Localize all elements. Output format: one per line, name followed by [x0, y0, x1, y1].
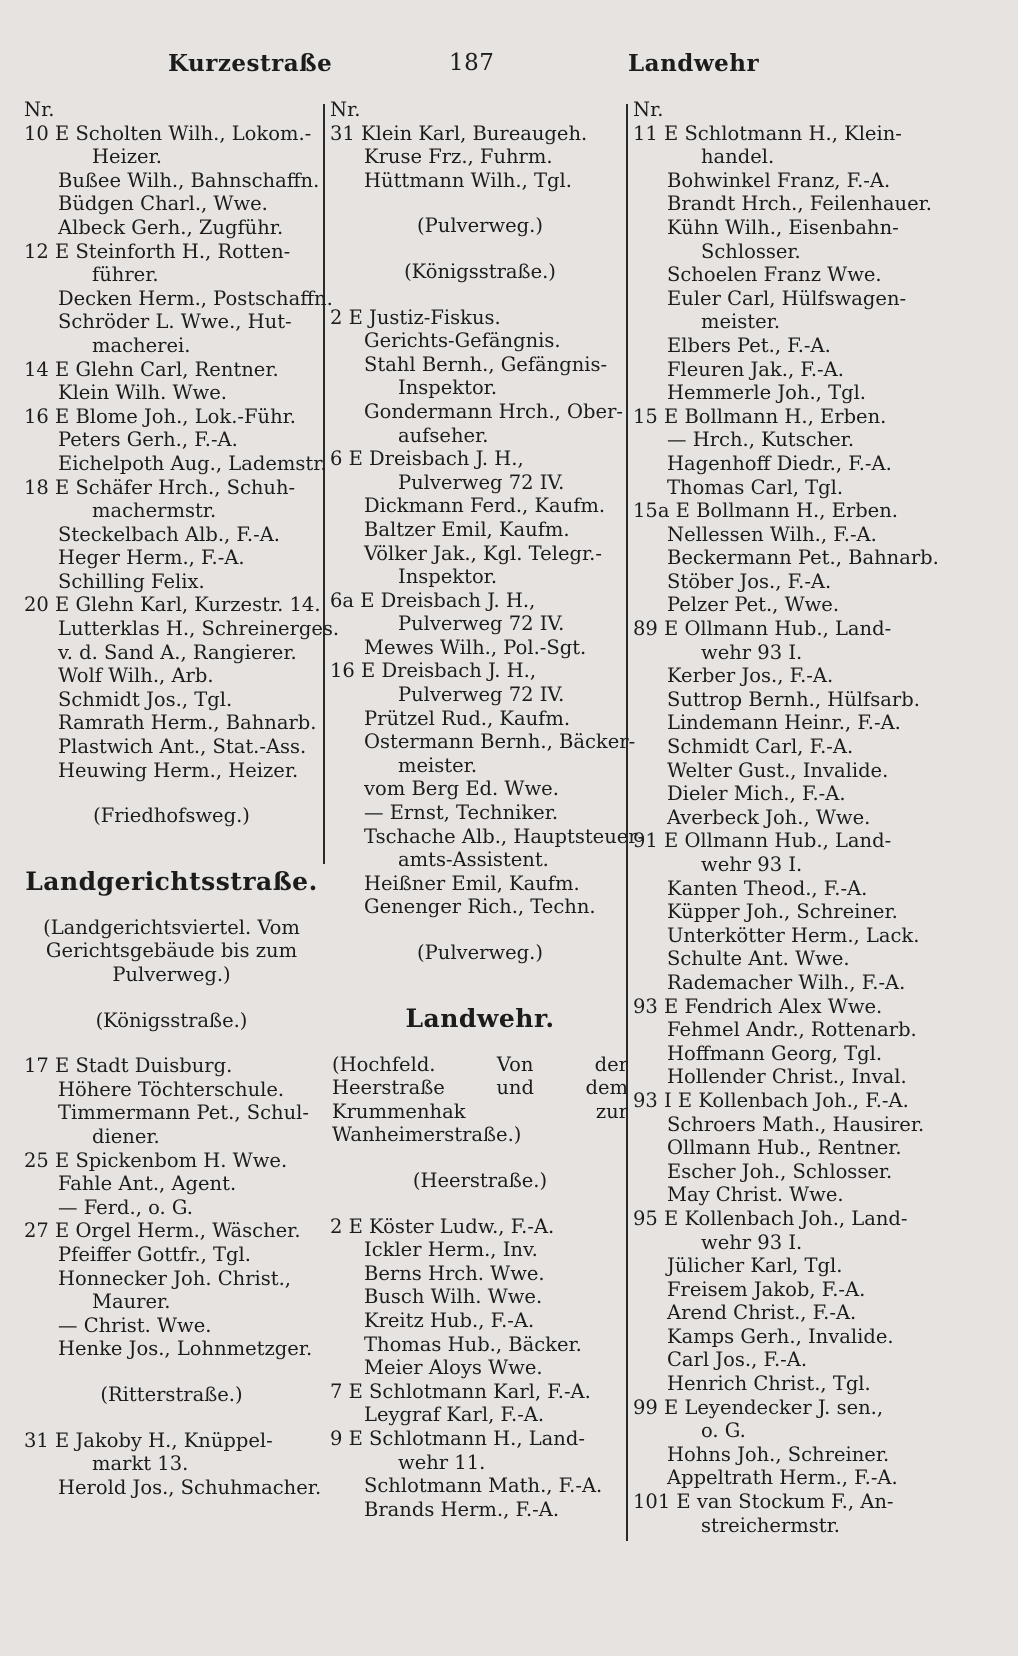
directory-entry — [330, 1403, 630, 1427]
directory-entry — [24, 1078, 319, 1102]
entry-continuation: Pulverweg 72 IV. — [398, 683, 565, 707]
entry-line: Peters Gerh., F.-A. — [58, 428, 238, 452]
entry-line: — Christ. Wwe. — [58, 1313, 212, 1337]
directory-entry — [330, 777, 630, 801]
entry-line: Hagenhoff Diedr., F.-A. — [667, 451, 892, 475]
entry-continuation: Inspektor. — [398, 376, 498, 400]
directory-entry — [633, 1113, 933, 1137]
entry-continuation: handel. — [701, 145, 775, 169]
kurzestrasse-continued-list — [330, 122, 630, 193]
entry-line: 95 E Kollenbach Joh., Land- — [633, 1206, 908, 1230]
entry-line: Thomas Hub., Bäcker. — [364, 1332, 582, 1356]
entry-continuation: wehr 93 I. — [701, 853, 803, 876]
directory-entry — [24, 310, 319, 357]
directory-entry — [633, 169, 933, 193]
entry-line: 31 Klein Karl, Bureaugeh. — [330, 121, 588, 145]
entry-continuation: meister. — [701, 310, 781, 334]
kurzestrasse-list — [24, 121, 340, 783]
directory-entry — [633, 664, 933, 688]
column-2 — [330, 98, 645, 1521]
directory-entry — [330, 518, 630, 542]
column-3 — [633, 98, 939, 1537]
directory-entry — [24, 735, 319, 759]
directory-entry — [24, 664, 319, 688]
directory-entry — [330, 1474, 630, 1498]
entry-line: v. d. Sand A., Rangierer. — [58, 640, 297, 664]
directory-entry — [633, 924, 933, 948]
directory-entry — [633, 1443, 933, 1467]
landwehr-note: (Hochfeld. Von der Heerstraße und dem Krummenhak zur Wanheimerstraße.) — [332, 1052, 628, 1147]
entry-line: Heger Herm., F.-A. — [58, 546, 245, 570]
entry-line: 15 E Bollmann H., Erben. — [633, 404, 887, 428]
directory-entry — [24, 617, 340, 641]
landwehr-list — [330, 1215, 630, 1522]
directory-entry — [24, 1054, 319, 1078]
entry-line: 89 E Ollmann Hub., Land- — [633, 617, 892, 641]
entry-line: Küpper Joh., Schreiner. — [667, 900, 898, 924]
entry-line: Pelzer Pet., Wwe. — [667, 593, 840, 617]
koenigsstrasse-subheading: (Königsstraße.) — [95, 1008, 248, 1032]
directory-entry — [633, 452, 933, 476]
entry-line: 93 I E Kollenbach Joh., F.-A. — [633, 1088, 909, 1112]
directory-entry — [330, 1333, 630, 1357]
directory-entry — [330, 872, 630, 896]
directory-entry — [633, 995, 933, 1019]
entry-line: Lutterklas H., Schreinerges. — [58, 617, 340, 641]
ritterstrasse-list — [24, 1428, 322, 1500]
entry-line: 16 E Dreisbach J. H., — [330, 659, 537, 683]
directory-entry — [633, 122, 933, 169]
entry-line: Hemmerle Joh., Tgl. — [667, 381, 866, 405]
directory-entry — [24, 1475, 322, 1500]
entry-line: Hüttmann Wilh., Tgl. — [364, 168, 572, 192]
entry-line: Baltzer Emil, Kaufm. — [364, 517, 570, 541]
directory-entry — [633, 829, 933, 876]
directory-entry — [330, 636, 630, 660]
entry-line: Prützel Rud., Kaufm. — [364, 706, 571, 730]
entry-line: Thomas Carl, Tgl. — [667, 475, 844, 499]
friedhofsweg-subheading: (Friedhofsweg.) — [93, 804, 250, 828]
directory-entry — [633, 334, 933, 358]
running-head-right: Landwehr — [628, 50, 760, 77]
entry-line: 17 E Stadt Duisburg. — [24, 1054, 233, 1078]
directory-entry — [24, 240, 319, 287]
directory-entry — [330, 122, 630, 146]
entry-line: Wolf Wilh., Arb. — [58, 664, 214, 688]
running-head-left: Kurzestraße — [168, 50, 333, 77]
directory-entry — [330, 1238, 630, 1262]
directory-entry — [24, 593, 319, 617]
directory-entry — [330, 707, 630, 731]
entry-line: Unterkötter Herm., Lack. — [667, 923, 920, 947]
entry-line: 91 E Ollmann Hub., Land- — [633, 829, 892, 853]
entry-line: Henke Jos., Lohnmetzger. — [58, 1337, 313, 1361]
directory-entry — [633, 1301, 933, 1325]
entry-line: Timmermann Pet., Schul- — [58, 1101, 309, 1125]
directory-entry — [24, 1101, 319, 1148]
entry-line: Ramrath Herm., Bahnarb. — [58, 711, 317, 735]
entry-line: 9 E Schlotmann H., Land- — [330, 1426, 585, 1450]
entry-line: 2 E Justiz-Fiskus. — [330, 305, 501, 329]
directory-entry — [633, 1254, 933, 1278]
directory-entry — [24, 1172, 319, 1196]
heerstrasse-subheading: (Heerstraße.) — [412, 1168, 548, 1192]
entry-line: Ostermann Bernh., Bäcker- — [364, 730, 636, 754]
entry-line: Appeltrath Herm., F.-A. — [667, 1466, 898, 1490]
entry-continuation: streichermstr. — [701, 1513, 840, 1537]
directory-entry — [330, 1309, 630, 1333]
entry-line: Tschache Alb., Hauptsteuer- — [364, 824, 645, 848]
directory-entry — [633, 1089, 933, 1113]
entry-continuation: Pulverweg 72 IV. — [398, 612, 565, 636]
directory-entry — [633, 593, 933, 617]
landgerichtsstrasse-note: (Landgerichtsviertel. Vom Gerichtsgebäude bis zum Pulverweg.) — [43, 915, 300, 986]
directory-entry — [633, 1372, 933, 1396]
entry-line: Ickler Herm., Inv. — [364, 1238, 538, 1262]
entry-line: Eichelpoth Aug., Lademstr. — [58, 451, 327, 475]
entry-line: Suttrop Bernh., Hülfsarb. — [667, 687, 920, 711]
entry-line: Schlotmann Math., F.-A. — [364, 1474, 603, 1498]
entry-line: Genenger Rich., Techn. — [364, 895, 596, 919]
entry-line: Albeck Gerh., Zugführ. — [58, 215, 284, 239]
directory-entry — [633, 1183, 933, 1207]
directory-entry — [330, 1285, 630, 1309]
entry-line: Schröder L. Wwe., Hut- — [58, 310, 292, 334]
directory-entry — [330, 542, 630, 589]
entry-continuation: meister. — [398, 753, 478, 777]
directory-entry — [24, 688, 319, 712]
entry-line: Mewes Wilh., Pol.-Sgt. — [364, 635, 587, 659]
entry-line: Ollmann Hub., Rentner. — [667, 1136, 902, 1160]
entry-line: — Ernst, Techniker. — [364, 801, 559, 825]
entry-continuation: aufseher. — [398, 423, 489, 447]
directory-entry — [24, 1314, 319, 1338]
directory-entry — [330, 801, 630, 825]
directory-entry — [24, 1267, 319, 1314]
nr-heading: Nr. — [330, 98, 361, 121]
directory-entry — [633, 900, 933, 924]
entry-line: 20 E Glehn Karl, Kurzestr. 14. — [24, 593, 321, 617]
directory-entry — [24, 1429, 319, 1476]
entry-line: Honnecker Joh. Christ., — [58, 1266, 291, 1290]
directory-entry — [330, 589, 630, 636]
directory-entry — [330, 895, 630, 919]
directory-entry — [330, 730, 636, 777]
entry-line: Elbers Pet., F.-A. — [667, 333, 831, 357]
entry-line: 101 E van Stockum F., An- — [633, 1490, 894, 1514]
entry-line: Pfeiffer Gottfr., Tgl. — [58, 1242, 251, 1266]
directory-entry — [633, 1065, 933, 1089]
entry-line: Höhere Töchterschule. — [58, 1077, 285, 1101]
entry-line: Bußee Wilh., Bahnschaffn. — [58, 168, 320, 192]
entry-line: Dickmann Ferd., Kaufm. — [364, 494, 606, 518]
directory-entry — [633, 405, 933, 429]
entry-line: Heuwing Herm., Heizer. — [58, 758, 299, 782]
directory-entry — [24, 711, 319, 735]
directory-entry — [330, 824, 645, 872]
entry-line: Heißner Emil, Kaufm. — [364, 871, 580, 895]
entry-line: Jülicher Karl, Tgl. — [667, 1254, 843, 1278]
directory-entry — [330, 1356, 630, 1380]
landgerichtsstrasse-title: Landgerichtsstraße. — [25, 866, 318, 896]
entry-line: 6a E Dreisbach J. H., — [330, 588, 536, 612]
directory-entry — [633, 381, 933, 405]
entry-line: 16 E Blome Joh., Lok.-Führ. — [24, 404, 297, 428]
entry-line: — Ferd., o. G. — [58, 1195, 193, 1219]
entry-line: 14 E Glehn Carl, Rentner. — [24, 357, 279, 381]
entry-line: 15a E Bollmann H., Erben. — [633, 499, 898, 523]
entry-line: Kerber Jos., F.-A. — [667, 664, 834, 688]
directory-entry — [24, 1243, 319, 1267]
entry-line: 18 E Schäfer Hrch., Schuh- — [24, 475, 296, 499]
directory-entry — [330, 1498, 630, 1522]
directory-entry — [24, 1337, 319, 1361]
directory-entry — [330, 659, 630, 706]
column-divider-1 — [323, 104, 325, 864]
directory-entry — [24, 192, 319, 216]
directory-entry — [24, 1149, 319, 1173]
entry-continuation: wehr 11. — [398, 1450, 486, 1474]
directory-entry — [24, 759, 319, 783]
entry-continuation: Heizer. — [92, 145, 162, 169]
entry-line: Fleuren Jak., F.-A. — [667, 357, 844, 381]
entry-line: Schroers Math., Hausirer. — [667, 1112, 925, 1136]
directory-entry — [633, 1396, 933, 1443]
ritterstrasse-subheading: (Ritterstraße.) — [100, 1382, 243, 1406]
nr-heading: Nr. — [24, 98, 55, 121]
directory-entry — [633, 1466, 933, 1490]
directory-entry — [330, 400, 630, 447]
directory-entry — [24, 570, 319, 594]
directory-entry — [633, 287, 933, 334]
directory-entry — [633, 782, 933, 806]
entry-line: Lindemann Heinr., F.-A. — [667, 711, 901, 735]
entry-line: Schulte Ant. Wwe. — [667, 947, 850, 971]
entry-continuation: diener. — [92, 1124, 160, 1148]
entry-line: Fahle Ant., Agent. — [58, 1172, 237, 1196]
directory-entry — [330, 169, 630, 193]
directory-entry — [633, 1490, 933, 1537]
directory-entry — [633, 735, 933, 759]
directory-entry — [633, 523, 933, 547]
entry-line: 11 E Schlotmann H., Klein- — [633, 121, 902, 145]
directory-entry — [633, 1042, 933, 1066]
directory-entry — [633, 476, 933, 500]
directory-entry — [633, 947, 933, 971]
entry-line: Rademacher Wilh., F.-A. — [667, 970, 906, 994]
page-number: 187 — [449, 50, 495, 76]
entry-continuation: o. G. — [701, 1419, 746, 1443]
directory-entry — [633, 617, 933, 664]
entry-line: 99 E Leyendecker J. sen., — [633, 1395, 884, 1419]
entry-line: vom Berg Ed. Wwe. — [364, 777, 559, 801]
entry-line: Freisem Jakob, F.-A. — [667, 1277, 866, 1301]
directory-entry — [330, 353, 630, 400]
entry-continuation: machermstr. — [92, 499, 217, 523]
entry-continuation: Inspektor. — [398, 565, 498, 589]
entry-line: Averbeck Joh., Wwe. — [667, 805, 871, 829]
entry-continuation: führer. — [92, 263, 159, 287]
entry-line: Völker Jak., Kgl. Telegr.- — [364, 541, 602, 565]
entry-line: Schoelen Franz Wwe. — [667, 263, 882, 287]
pulverweg-subheading-2: (Pulverweg.) — [417, 941, 543, 964]
page-header — [0, 50, 1018, 90]
entry-line: Klein Wilh. Wwe. — [58, 381, 227, 405]
entry-line: Fehmel Andr., Rottenarb. — [667, 1018, 917, 1042]
entry-line: Dieler Mich., F.-A. — [667, 782, 846, 806]
directory-entry — [633, 1207, 933, 1254]
directory-entry — [24, 546, 319, 570]
directory-entry — [24, 428, 319, 452]
entry-line: Kruse Frz., Fuhrm. — [364, 145, 553, 169]
entry-line: Leygraf Karl, F.-A. — [364, 1403, 545, 1427]
entry-line: Schmidt Carl, F.-A. — [667, 735, 854, 759]
directory-entry — [633, 971, 933, 995]
directory-entry — [24, 1219, 319, 1243]
entry-line: Berns Hrch. Wwe. — [364, 1261, 545, 1285]
entry-continuation: markt 13. — [92, 1452, 189, 1476]
entry-line: 27 E Orgel Herm., Wäscher. — [24, 1219, 301, 1243]
directory-entry — [633, 546, 939, 570]
entry-line: Busch Wilh. Wwe. — [364, 1285, 543, 1309]
entry-line: Escher Joh., Schlosser. — [667, 1159, 893, 1183]
directory-entry — [633, 711, 933, 735]
entry-line: Gerichts-Gefängnis. — [364, 329, 561, 353]
directory-entry — [24, 451, 327, 476]
directory-entry — [24, 476, 319, 523]
entry-line: Arend Christ., F.-A. — [667, 1301, 857, 1325]
entry-line: Kreitz Hub., F.-A. — [364, 1308, 535, 1332]
directory-entry — [633, 570, 933, 594]
directory-entry — [633, 192, 933, 216]
entry-line: Kanten Theod., F.-A. — [667, 876, 868, 900]
entry-line: Kühn Wilh., Eisenbahn- — [667, 215, 899, 239]
entry-line: 31 E Jakoby H., Knüppel- — [24, 1428, 273, 1452]
directory-entry — [330, 1380, 630, 1404]
entry-continuation: Schlosser. — [701, 239, 801, 263]
directory-entry — [633, 806, 933, 830]
entry-line: 10 E Scholten Wilh., Lokom.- — [24, 121, 312, 145]
landgerichtsstrasse-list — [24, 1054, 319, 1361]
entry-line: Bohwinkel Franz, F.-A. — [667, 168, 891, 192]
directory-entry — [633, 1325, 933, 1349]
entry-line: Henrich Christ., Tgl. — [667, 1372, 871, 1396]
directory-entry — [330, 1427, 630, 1474]
directory-entry — [633, 358, 933, 382]
entry-line: Stahl Bernh., Gefängnis- — [364, 352, 608, 376]
entry-line: Schmidt Jos., Tgl. — [58, 687, 233, 711]
nr-heading: Nr. — [633, 98, 664, 121]
directory-entry — [24, 381, 319, 405]
directory-entry — [633, 499, 933, 523]
entry-line: Schilling Felix. — [58, 569, 205, 593]
entry-continuation: Maurer. — [92, 1290, 171, 1314]
entry-continuation: wehr 93 I. — [701, 1230, 803, 1254]
entry-line: Büdgen Charl., Wwe. — [58, 192, 268, 216]
entry-line: Hoffmann Georg, Tgl. — [667, 1041, 883, 1065]
entry-line: Hollender Christ., Inval. — [667, 1065, 907, 1089]
entry-line: Nellessen Wilh., F.-A. — [667, 522, 877, 546]
entry-line: — Hrch., Kutscher. — [667, 428, 855, 452]
entry-line: May Christ. Wwe. — [667, 1183, 844, 1207]
directory-entry — [633, 1136, 933, 1160]
entry-line: Plastwich Ant., Stat.-Ass. — [58, 735, 307, 759]
entry-continuation: macherei. — [92, 333, 191, 357]
entry-line: 25 E Spickenbom H. Wwe. — [24, 1148, 288, 1172]
landwehr-continued-list — [633, 121, 939, 1538]
landwehr-title: Landwehr. — [405, 1003, 555, 1033]
directory-entry — [24, 641, 319, 665]
directory-entry — [633, 877, 933, 901]
directory-entry — [24, 523, 319, 547]
directory-entry — [24, 1196, 319, 1220]
entry-line: Hohns Joh., Schreiner. — [667, 1442, 890, 1466]
pulverweg-subheading: (Pulverweg.) — [417, 214, 543, 238]
directory-entry — [633, 263, 933, 287]
column-1 — [24, 98, 340, 1499]
directory-entry — [633, 688, 933, 712]
entry-line: Stöber Jos., F.-A. — [667, 569, 832, 593]
entry-line: 7 E Schlotmann Karl, F.-A. — [330, 1379, 591, 1403]
directory-entry — [633, 759, 933, 783]
entry-continuation: Pulverweg 72 IV. — [398, 470, 565, 494]
directory-entry — [330, 447, 630, 494]
directory-entry — [633, 428, 933, 452]
entry-continuation: wehr 93 I. — [701, 640, 803, 664]
koenigsstrasse-subheading: (Königsstraße.) — [404, 259, 556, 283]
entry-line: Euler Carl, Hülfswagen- — [667, 286, 907, 310]
directory-entry — [633, 1278, 933, 1302]
directory-entry — [24, 169, 319, 193]
directory-entry — [633, 1018, 933, 1042]
directory-entry — [330, 494, 630, 518]
entry-line: Kamps Gerh., Invalide. — [667, 1324, 894, 1348]
directory-entry — [330, 1262, 630, 1286]
directory-entry — [330, 1215, 630, 1239]
entry-line: 12 E Steinforth H., Rotten- — [24, 239, 291, 263]
directory-entry — [330, 306, 630, 330]
directory-entry — [633, 1160, 933, 1184]
directory-entry — [24, 216, 319, 240]
directory-entry — [633, 1348, 933, 1372]
directory-entry — [24, 358, 319, 382]
directory-entry — [24, 405, 319, 429]
entry-continuation: amts-Assistent. — [398, 848, 549, 872]
entry-line: Brands Herm., F.-A. — [364, 1497, 560, 1521]
entry-line: Herold Jos., Schuhmacher. — [58, 1475, 322, 1499]
entry-line: 6 E Dreisbach J. H., — [330, 447, 524, 471]
landgerichtsstrasse-continued-list — [330, 305, 645, 919]
entry-line: Brandt Hrch., Feilenhauer. — [667, 192, 932, 216]
entry-line: Beckermann Pet., Bahnarb. — [667, 546, 939, 570]
directory-entry — [330, 329, 630, 353]
entry-line: Welter Gust., Invalide. — [667, 758, 889, 782]
entry-line: Gondermann Hrch., Ober- — [364, 399, 623, 423]
directory-entry — [24, 122, 319, 169]
directory-entry — [633, 216, 933, 263]
entry-line: Decken Herm., Postschaffn. — [58, 286, 333, 310]
entry-line: 93 E Fendrich Alex Wwe. — [633, 994, 883, 1018]
directory-entry — [24, 286, 333, 311]
entry-line: Steckelbach Alb., F.-A. — [58, 522, 280, 546]
entry-line: Meier Aloys Wwe. — [364, 1356, 543, 1380]
entry-line: 2 E Köster Ludw., F.-A. — [330, 1214, 555, 1238]
entry-line: Carl Jos., F.-A. — [667, 1348, 808, 1372]
directory-entry — [330, 145, 630, 169]
